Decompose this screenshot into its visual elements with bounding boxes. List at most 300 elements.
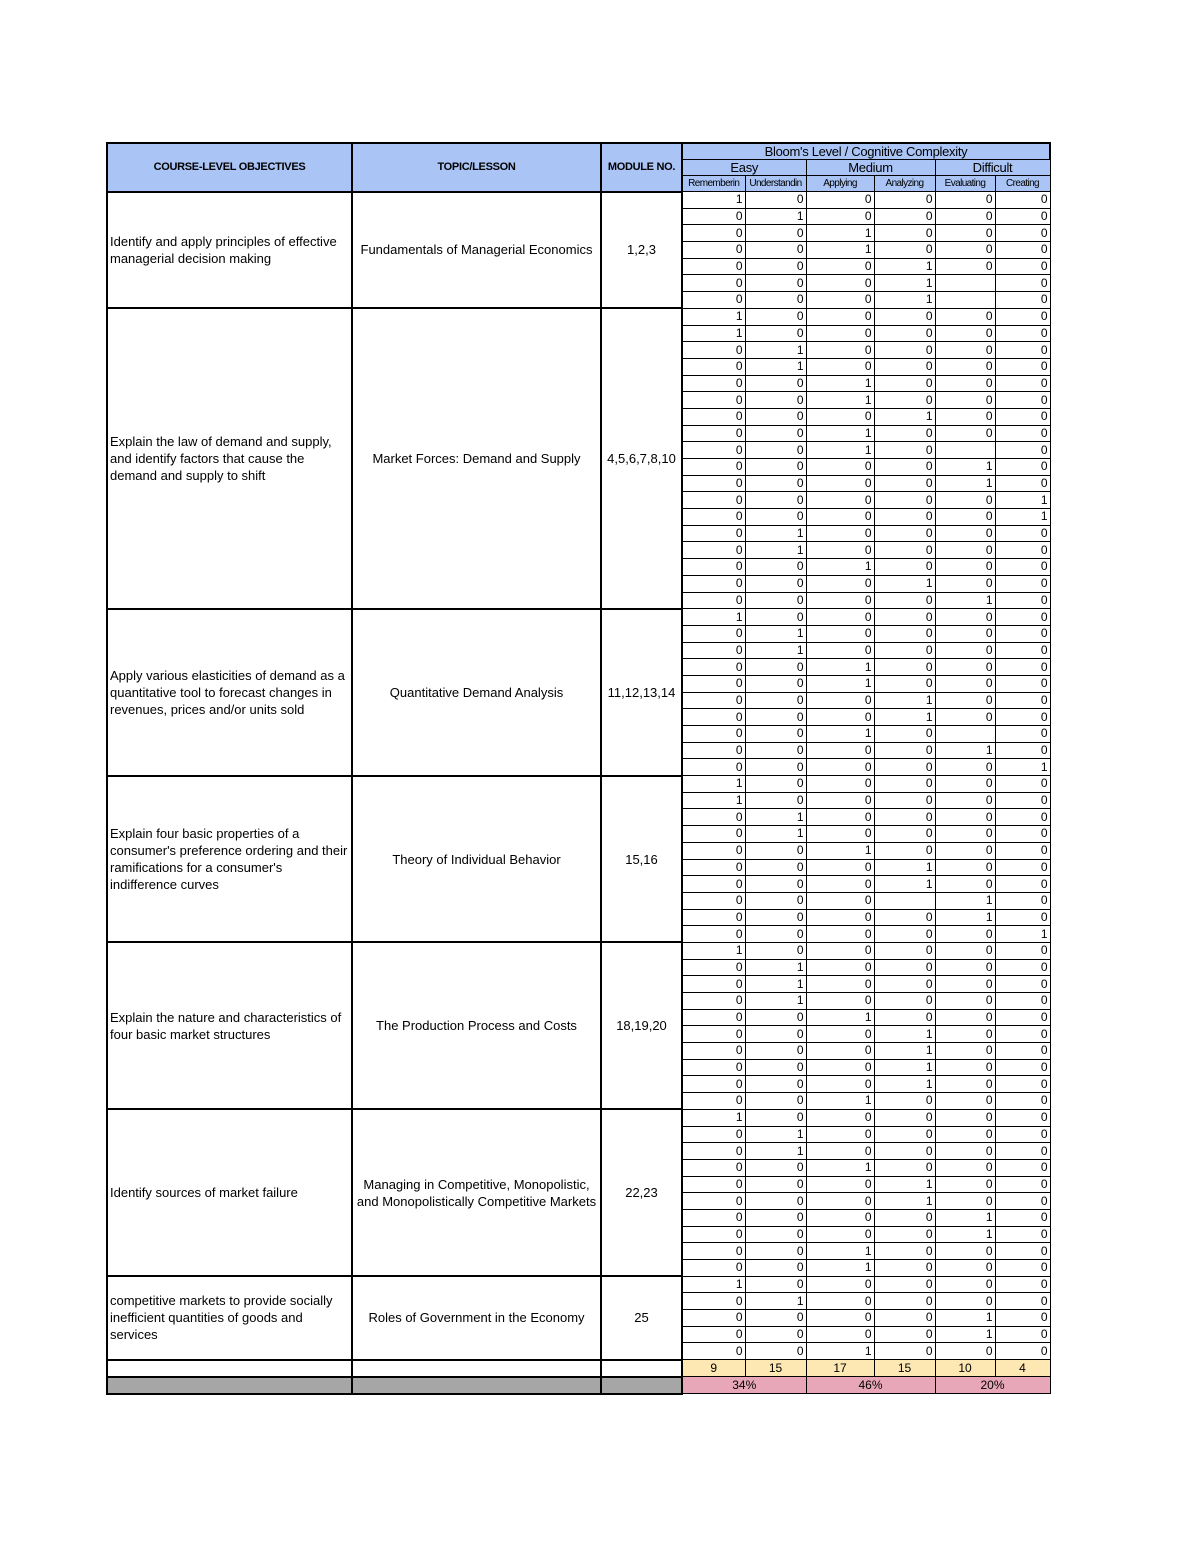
count-cell-evaluating: 0	[935, 1126, 995, 1143]
count-cell-remembering: 0	[682, 659, 745, 676]
count-cell-remembering: 0	[682, 208, 745, 225]
count-cell-understanding: 0	[745, 509, 806, 526]
count-cell-creating: 0	[995, 859, 1050, 876]
count-cell-creating: 0	[995, 475, 1050, 492]
count-cell-evaluating: 0	[935, 358, 995, 375]
table-row	[107, 942, 1050, 959]
count-cell-applying: 0	[806, 892, 874, 909]
count-cell-remembering: 0	[682, 726, 745, 743]
topic-cell: Managing in Competitive, Monopolistic, and Monopolistically Competitive Markets	[352, 1109, 601, 1276]
total-remembering: 9	[682, 1360, 745, 1377]
count-cell-analyzing: 0	[874, 459, 935, 476]
count-cell-creating: 0	[995, 559, 1050, 576]
count-cell-evaluating: 0	[935, 692, 995, 709]
count-cell-evaluating: 0	[935, 709, 995, 726]
count-cell-understanding: 0	[745, 242, 806, 259]
count-cell-analyzing: 0	[874, 1093, 935, 1110]
count-cell-analyzing: 1	[874, 1176, 935, 1193]
count-cell-evaluating: 1	[935, 909, 995, 926]
count-cell-understanding: 0	[745, 392, 806, 409]
count-cell-analyzing: 0	[874, 342, 935, 359]
count-cell-analyzing: 0	[874, 525, 935, 542]
count-cell-remembering: 1	[682, 1276, 745, 1293]
count-cell-applying: 1	[806, 726, 874, 743]
count-cell-analyzing: 1	[874, 1026, 935, 1043]
count-cell-understanding: 0	[745, 792, 806, 809]
count-cell-remembering: 0	[682, 1059, 745, 1076]
count-cell-remembering: 0	[682, 993, 745, 1010]
count-cell-creating: 0	[995, 459, 1050, 476]
count-cell-analyzing: 1	[874, 1076, 935, 1093]
count-cell-applying: 1	[806, 1260, 874, 1277]
count-cell-applying: 0	[806, 776, 874, 793]
count-cell-remembering: 0	[682, 1093, 745, 1110]
count-cell-understanding: 0	[745, 225, 806, 242]
count-cell-evaluating: 0	[935, 1159, 995, 1176]
count-cell-analyzing: 0	[874, 1243, 935, 1260]
percent-difficult: 20%	[935, 1377, 1050, 1394]
topic-cell: The Production Process and Costs	[352, 942, 601, 1109]
count-cell-remembering: 0	[682, 525, 745, 542]
count-cell-creating: 0	[995, 1243, 1050, 1260]
count-cell-evaluating: 1	[935, 742, 995, 759]
count-cell-analyzing: 1	[874, 275, 935, 292]
count-cell-remembering: 0	[682, 592, 745, 609]
count-cell-analyzing: 0	[874, 942, 935, 959]
count-cell-applying: 1	[806, 392, 874, 409]
count-cell-analyzing: 0	[874, 492, 935, 509]
count-cell-understanding: 0	[745, 475, 806, 492]
count-cell-creating: 1	[995, 509, 1050, 526]
count-cell-remembering: 0	[682, 1343, 745, 1360]
count-cell-analyzing: 1	[874, 1043, 935, 1060]
count-cell-remembering: 0	[682, 859, 745, 876]
count-cell-evaluating: 1	[935, 1226, 995, 1243]
count-cell-remembering: 0	[682, 909, 745, 926]
count-cell-applying: 0	[806, 1226, 874, 1243]
count-cell-creating: 0	[995, 659, 1050, 676]
count-cell-creating: 0	[995, 1260, 1050, 1277]
group-header-easy: Easy	[682, 160, 806, 176]
count-cell-creating: 0	[995, 792, 1050, 809]
count-cell-remembering: 0	[682, 492, 745, 509]
count-cell-evaluating: 0	[935, 308, 995, 325]
count-cell-remembering: 0	[682, 926, 745, 943]
count-cell-understanding: 0	[745, 592, 806, 609]
count-cell-creating: 0	[995, 392, 1050, 409]
count-cell-evaluating: 0	[935, 792, 995, 809]
count-cell-creating: 0	[995, 1109, 1050, 1126]
count-cell-creating: 0	[995, 809, 1050, 826]
count-cell-applying: 1	[806, 425, 874, 442]
count-cell-applying: 0	[806, 1209, 874, 1226]
count-cell-creating: 0	[995, 575, 1050, 592]
count-cell-remembering: 0	[682, 826, 745, 843]
count-cell-analyzing: 0	[874, 1209, 935, 1226]
count-cell-applying: 0	[806, 692, 874, 709]
count-cell-understanding: 0	[745, 726, 806, 743]
count-cell-evaluating: 1	[935, 459, 995, 476]
count-cell-remembering: 0	[682, 709, 745, 726]
count-cell-evaluating: 0	[935, 1143, 995, 1160]
count-cell-evaluating: 0	[935, 408, 995, 425]
count-cell-applying: 1	[806, 375, 874, 392]
count-cell-remembering: 0	[682, 442, 745, 459]
count-cell-evaluating: 0	[935, 425, 995, 442]
table-row	[107, 192, 1050, 209]
count-cell-evaluating: 0	[935, 1343, 995, 1360]
count-cell-understanding: 0	[745, 575, 806, 592]
percentages-row	[107, 1377, 1050, 1394]
count-cell-creating: 0	[995, 1310, 1050, 1327]
count-cell-creating: 0	[995, 709, 1050, 726]
count-cell-remembering: 0	[682, 842, 745, 859]
totals-row	[107, 1360, 1050, 1377]
count-cell-applying: 0	[806, 492, 874, 509]
count-cell-understanding: 1	[745, 525, 806, 542]
count-cell-analyzing: 0	[874, 542, 935, 559]
percent-medium: 46%	[806, 1377, 935, 1394]
count-cell-analyzing: 0	[874, 726, 935, 743]
count-cell-understanding: 1	[745, 625, 806, 642]
count-cell-evaluating	[935, 442, 995, 459]
count-cell-evaluating: 0	[935, 1026, 995, 1043]
count-cell-applying: 0	[806, 859, 874, 876]
count-cell-remembering: 1	[682, 1109, 745, 1126]
count-cell-understanding: 0	[745, 1093, 806, 1110]
count-cell-analyzing: 0	[874, 642, 935, 659]
count-cell-analyzing: 0	[874, 425, 935, 442]
count-cell-understanding: 1	[745, 826, 806, 843]
count-cell-creating: 0	[995, 1276, 1050, 1293]
group-header-medium: Medium	[806, 160, 935, 176]
count-cell-creating: 0	[995, 993, 1050, 1010]
count-cell-evaluating: 1	[935, 592, 995, 609]
count-cell-understanding: 1	[745, 809, 806, 826]
count-cell-creating: 0	[995, 408, 1050, 425]
count-cell-evaluating: 0	[935, 926, 995, 943]
count-cell-understanding: 0	[745, 1176, 806, 1193]
level-header-understanding: Understandin	[745, 176, 806, 192]
count-cell-analyzing: 1	[874, 1193, 935, 1210]
count-cell-understanding: 0	[745, 1076, 806, 1093]
count-cell-applying: 1	[806, 225, 874, 242]
count-cell-evaluating: 1	[935, 1209, 995, 1226]
objective-cell: Explain four basic properties of a consumer's preference ordering and their ramifications for a consumer's indifference curves	[107, 776, 352, 943]
count-cell-creating: 0	[995, 425, 1050, 442]
count-cell-applying: 0	[806, 342, 874, 359]
count-cell-creating: 0	[995, 1009, 1050, 1026]
count-cell-understanding: 0	[745, 842, 806, 859]
count-cell-evaluating: 0	[935, 1243, 995, 1260]
level-header-remembering: Rememberin	[682, 176, 745, 192]
count-cell-understanding: 0	[745, 742, 806, 759]
count-cell-analyzing: 0	[874, 809, 935, 826]
count-cell-understanding: 0	[745, 1059, 806, 1076]
count-cell-creating: 0	[995, 842, 1050, 859]
count-cell-applying: 0	[806, 575, 874, 592]
count-cell-applying: 0	[806, 642, 874, 659]
count-cell-remembering: 0	[682, 742, 745, 759]
objective-cell: Apply various elasticities of demand as a quantitative tool to forecast changes in revenues, prices and/or units sold	[107, 609, 352, 776]
count-cell-applying: 0	[806, 976, 874, 993]
module-cell: 25	[601, 1276, 682, 1359]
count-cell-analyzing: 0	[874, 959, 935, 976]
count-cell-creating: 0	[995, 742, 1050, 759]
count-cell-evaluating: 0	[935, 509, 995, 526]
count-cell-creating: 0	[995, 258, 1050, 275]
count-cell-analyzing: 0	[874, 308, 935, 325]
count-cell-analyzing: 0	[874, 375, 935, 392]
count-cell-applying: 1	[806, 659, 874, 676]
count-cell-remembering: 0	[682, 375, 745, 392]
count-cell-remembering: 0	[682, 976, 745, 993]
count-cell-creating: 0	[995, 1326, 1050, 1343]
count-cell-analyzing: 0	[874, 1226, 935, 1243]
count-cell-understanding: 1	[745, 959, 806, 976]
count-cell-applying: 0	[806, 1076, 874, 1093]
count-cell-understanding: 0	[745, 1226, 806, 1243]
count-cell-analyzing: 0	[874, 208, 935, 225]
count-cell-remembering: 0	[682, 642, 745, 659]
count-cell-creating: 0	[995, 1226, 1050, 1243]
count-cell-applying: 0	[806, 993, 874, 1010]
count-cell-remembering: 0	[682, 1226, 745, 1243]
count-cell-evaluating: 1	[935, 1326, 995, 1343]
count-cell-analyzing: 0	[874, 909, 935, 926]
count-cell-applying: 0	[806, 459, 874, 476]
count-cell-applying: 1	[806, 559, 874, 576]
count-cell-remembering: 0	[682, 575, 745, 592]
count-cell-remembering: 0	[682, 675, 745, 692]
topic-cell: Fundamentals of Managerial Economics	[352, 192, 601, 309]
topic-cell: Theory of Individual Behavior	[352, 776, 601, 943]
table-row	[107, 1109, 1050, 1126]
count-cell-remembering: 0	[682, 509, 745, 526]
count-cell-creating: 0	[995, 1159, 1050, 1176]
count-cell-evaluating: 0	[935, 1260, 995, 1277]
count-cell-analyzing: 0	[874, 225, 935, 242]
count-cell-understanding: 1	[745, 208, 806, 225]
count-cell-analyzing: 0	[874, 1343, 935, 1360]
count-cell-evaluating	[935, 275, 995, 292]
count-cell-analyzing: 0	[874, 609, 935, 626]
count-cell-analyzing: 0	[874, 842, 935, 859]
count-cell-understanding: 0	[745, 442, 806, 459]
count-cell-applying: 0	[806, 258, 874, 275]
count-cell-creating: 0	[995, 1343, 1050, 1360]
table-row	[107, 308, 1050, 325]
count-cell-understanding: 0	[745, 675, 806, 692]
count-cell-analyzing: 0	[874, 192, 935, 209]
module-cell: 11,12,13,14	[601, 609, 682, 776]
count-cell-understanding: 0	[745, 425, 806, 442]
footer-gray-objective	[107, 1377, 352, 1394]
count-cell-applying: 1	[806, 1093, 874, 1110]
count-cell-understanding: 1	[745, 1126, 806, 1143]
count-cell-analyzing: 1	[874, 1059, 935, 1076]
count-cell-understanding: 0	[745, 258, 806, 275]
count-cell-creating: 1	[995, 926, 1050, 943]
objective-cell: Explain the law of demand and supply, and identify factors that cause the demand and supply to shift	[107, 308, 352, 608]
count-cell-evaluating: 0	[935, 392, 995, 409]
count-cell-evaluating: 0	[935, 842, 995, 859]
totals-blank-objective	[107, 1360, 352, 1377]
count-cell-remembering: 0	[682, 1009, 745, 1026]
count-cell-analyzing: 0	[874, 792, 935, 809]
count-cell-evaluating: 0	[935, 1076, 995, 1093]
table-row	[107, 609, 1050, 626]
count-cell-analyzing: 1	[874, 876, 935, 893]
count-cell-analyzing: 0	[874, 559, 935, 576]
count-cell-evaluating: 0	[935, 342, 995, 359]
count-cell-understanding: 0	[745, 942, 806, 959]
count-cell-understanding: 0	[745, 1276, 806, 1293]
count-cell-understanding: 0	[745, 1343, 806, 1360]
count-cell-remembering: 0	[682, 1310, 745, 1327]
count-cell-understanding: 0	[745, 1026, 806, 1043]
count-cell-understanding: 0	[745, 292, 806, 309]
count-cell-analyzing: 1	[874, 692, 935, 709]
count-cell-evaluating: 0	[935, 993, 995, 1010]
count-cell-remembering: 0	[682, 1209, 745, 1226]
count-cell-evaluating: 0	[935, 192, 995, 209]
count-cell-analyzing: 1	[874, 292, 935, 309]
count-cell-remembering: 0	[682, 242, 745, 259]
count-cell-understanding: 0	[745, 859, 806, 876]
count-cell-applying: 0	[806, 275, 874, 292]
count-cell-understanding: 0	[745, 759, 806, 776]
count-cell-remembering: 1	[682, 325, 745, 342]
count-cell-evaluating: 0	[935, 659, 995, 676]
count-cell-creating: 0	[995, 442, 1050, 459]
count-cell-remembering: 0	[682, 1026, 745, 1043]
total-applying: 17	[806, 1360, 874, 1377]
percent-easy: 34%	[682, 1377, 806, 1394]
count-cell-understanding: 0	[745, 876, 806, 893]
count-cell-applying: 0	[806, 475, 874, 492]
count-cell-creating: 0	[995, 892, 1050, 909]
count-cell-applying: 0	[806, 192, 874, 209]
count-cell-remembering: 1	[682, 776, 745, 793]
topic-cell: Quantitative Demand Analysis	[352, 609, 601, 776]
module-header: MODULE NO.	[601, 143, 682, 192]
count-cell-creating: 0	[995, 726, 1050, 743]
count-cell-creating: 0	[995, 192, 1050, 209]
count-cell-applying: 0	[806, 1176, 874, 1193]
count-cell-understanding: 0	[745, 909, 806, 926]
count-cell-applying: 0	[806, 1193, 874, 1210]
count-cell-analyzing: 0	[874, 659, 935, 676]
count-cell-understanding: 1	[745, 358, 806, 375]
level-header-evaluating: Evaluating	[935, 176, 995, 192]
count-cell-evaluating: 0	[935, 625, 995, 642]
count-cell-applying: 0	[806, 308, 874, 325]
count-cell-creating: 0	[995, 225, 1050, 242]
level-header-creating: Creating	[995, 176, 1050, 192]
count-cell-understanding: 0	[745, 308, 806, 325]
total-creating: 4	[995, 1360, 1050, 1377]
count-cell-understanding: 0	[745, 492, 806, 509]
module-cell: 18,19,20	[601, 942, 682, 1109]
count-cell-applying: 1	[806, 242, 874, 259]
total-evaluating: 10	[935, 1360, 995, 1377]
count-cell-remembering: 0	[682, 1126, 745, 1143]
count-cell-applying: 0	[806, 542, 874, 559]
count-cell-understanding: 0	[745, 709, 806, 726]
count-cell-analyzing: 0	[874, 1109, 935, 1126]
count-cell-creating: 0	[995, 308, 1050, 325]
count-cell-analyzing: 0	[874, 475, 935, 492]
count-cell-understanding: 0	[745, 659, 806, 676]
count-cell-creating: 0	[995, 208, 1050, 225]
count-cell-evaluating: 0	[935, 1176, 995, 1193]
count-cell-remembering: 0	[682, 225, 745, 242]
count-cell-creating: 0	[995, 1209, 1050, 1226]
topic-cell: Roles of Government in the Economy	[352, 1276, 601, 1359]
count-cell-understanding: 0	[745, 1209, 806, 1226]
count-cell-understanding: 0	[745, 1009, 806, 1026]
count-cell-remembering: 1	[682, 192, 745, 209]
count-cell-remembering: 1	[682, 609, 745, 626]
count-cell-evaluating	[935, 292, 995, 309]
level-header-analyzing: Analyzing	[874, 176, 935, 192]
count-cell-applying: 1	[806, 1159, 874, 1176]
count-cell-applying: 0	[806, 408, 874, 425]
count-cell-applying: 0	[806, 959, 874, 976]
count-cell-evaluating: 0	[935, 575, 995, 592]
count-cell-evaluating: 0	[935, 1276, 995, 1293]
count-cell-creating: 0	[995, 675, 1050, 692]
count-cell-understanding: 0	[745, 408, 806, 425]
count-cell-remembering: 0	[682, 1243, 745, 1260]
count-cell-remembering: 0	[682, 459, 745, 476]
count-cell-remembering: 0	[682, 392, 745, 409]
count-cell-analyzing	[874, 892, 935, 909]
count-cell-evaluating: 0	[935, 1093, 995, 1110]
count-cell-remembering: 0	[682, 1176, 745, 1193]
count-cell-creating: 0	[995, 1293, 1050, 1310]
count-cell-applying: 0	[806, 1126, 874, 1143]
count-cell-remembering: 1	[682, 308, 745, 325]
count-cell-applying: 0	[806, 709, 874, 726]
count-cell-understanding: 1	[745, 342, 806, 359]
count-cell-applying: 0	[806, 609, 874, 626]
count-cell-evaluating: 0	[935, 542, 995, 559]
count-cell-understanding: 1	[745, 1293, 806, 1310]
count-cell-analyzing: 0	[874, 742, 935, 759]
count-cell-evaluating: 0	[935, 675, 995, 692]
count-cell-evaluating: 0	[935, 859, 995, 876]
count-cell-evaluating: 0	[935, 826, 995, 843]
count-cell-creating: 0	[995, 592, 1050, 609]
count-cell-applying: 0	[806, 208, 874, 225]
count-cell-analyzing: 0	[874, 776, 935, 793]
count-cell-analyzing: 0	[874, 1126, 935, 1143]
count-cell-creating: 0	[995, 1043, 1050, 1060]
count-cell-evaluating	[935, 726, 995, 743]
count-cell-creating: 0	[995, 525, 1050, 542]
count-cell-remembering: 0	[682, 1159, 745, 1176]
count-cell-understanding: 0	[745, 692, 806, 709]
count-cell-analyzing: 0	[874, 826, 935, 843]
count-cell-creating: 0	[995, 826, 1050, 843]
count-cell-applying: 0	[806, 876, 874, 893]
count-cell-analyzing: 0	[874, 392, 935, 409]
count-cell-creating: 0	[995, 1076, 1050, 1093]
count-cell-evaluating: 0	[935, 225, 995, 242]
count-cell-analyzing: 1	[874, 859, 935, 876]
